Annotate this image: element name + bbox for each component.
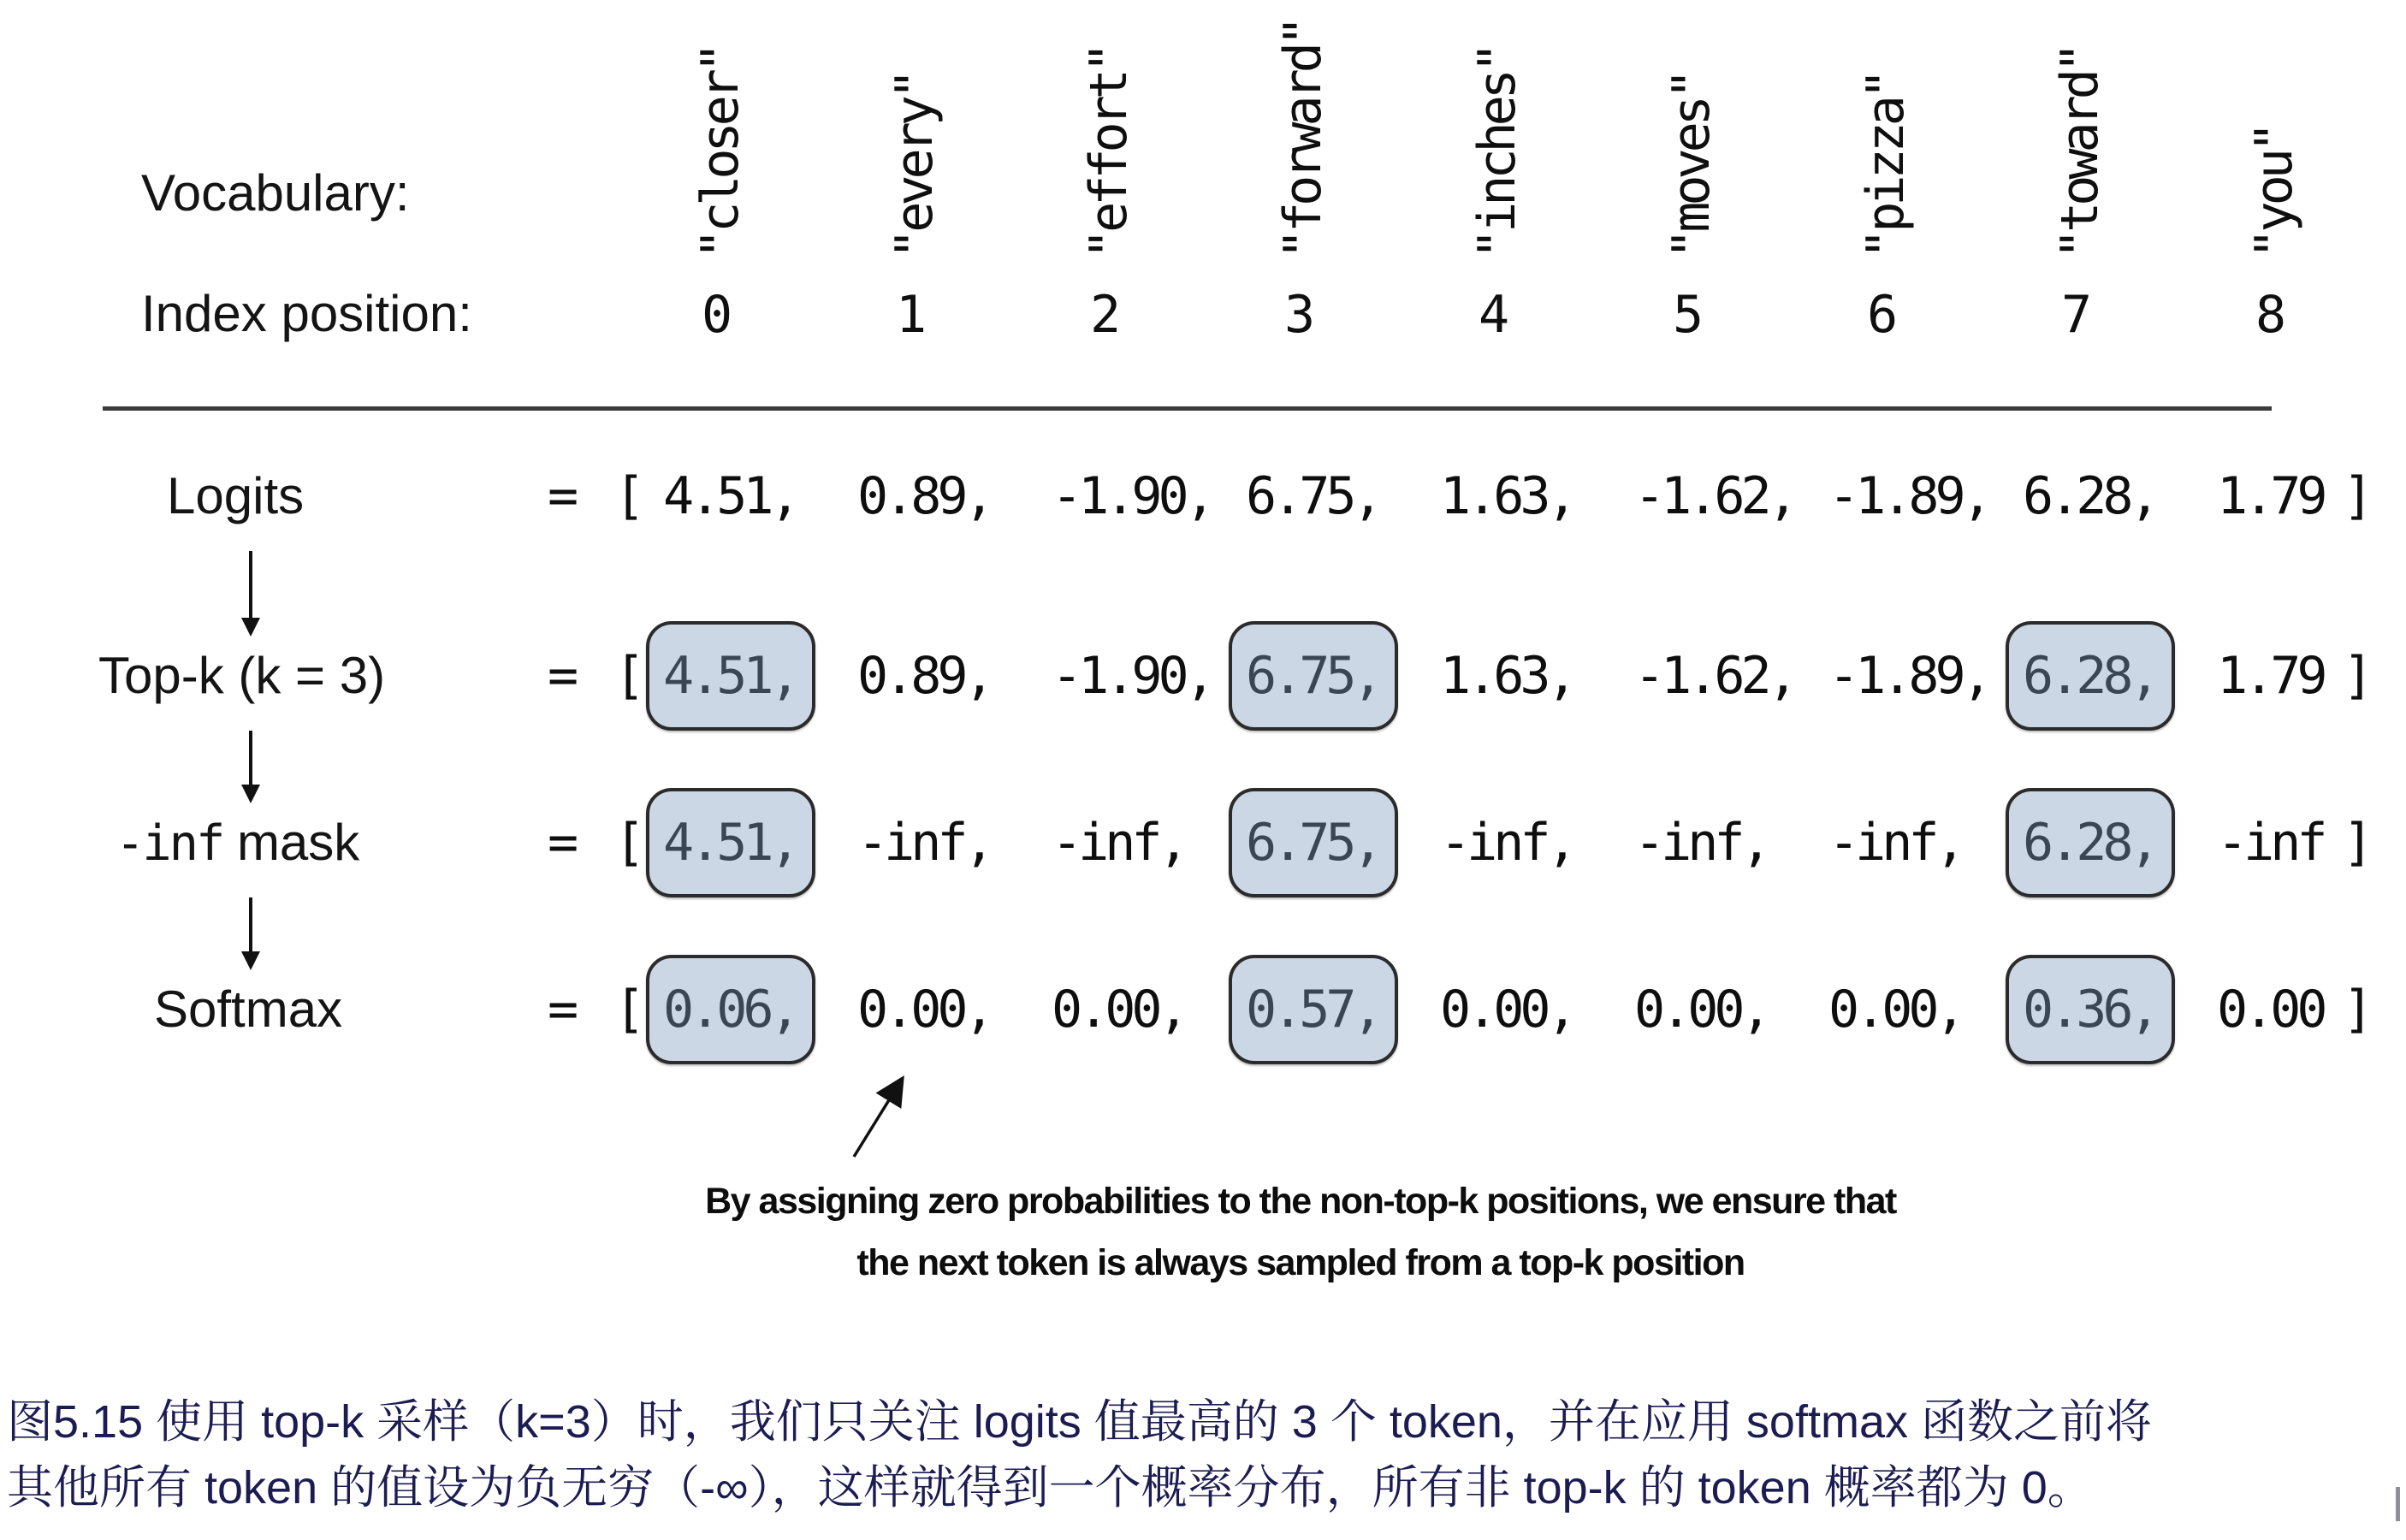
down-arrow (241, 731, 260, 803)
caption-line-1: 图5.15 使用 top-k 采样（k=3）时，我们只关注 logits 值最高的 3 个 token，并在应用 softmax 函数之前将 (7, 1396, 2152, 1448)
vocab-word-effort: "effort" (1079, 46, 1139, 259)
vocab-word-closer: "closer" (690, 46, 750, 259)
cell-value: 0.00, (1440, 980, 1573, 1040)
index-digit-7: 7 (2061, 285, 2093, 345)
cell-value: 6.28, (2023, 813, 2156, 873)
topk-highlight-box (1229, 788, 1398, 897)
index-digit-5: 5 (1673, 285, 1704, 345)
cell-value: 0.00 (2217, 980, 2324, 1040)
row-label-part: -inf (116, 815, 223, 872)
cell-value: -inf, (1634, 813, 1768, 873)
index-digit-3: 3 (1284, 285, 1316, 345)
cell-value: -1.90, (1052, 466, 1212, 526)
vocab-word-toward: "toward" (2050, 46, 2110, 259)
cell-value: 4.51, (663, 466, 797, 526)
topk-highlight-box (646, 621, 815, 731)
caption-line-2: 其他所有 token 的值设为负无穷（-∞），这样就得到一个概率分布，所有非 top-k 的 token 概率都为 0。 (7, 1462, 2094, 1513)
cell-value: 0.00, (857, 980, 991, 1040)
vocab-word-every: "every" (885, 73, 945, 259)
cell-value: 6.28, (2023, 466, 2156, 526)
close-bracket: ] (2343, 646, 2370, 706)
cell-value: 6.75, (1246, 466, 1379, 526)
cell-value: -1.62, (1634, 646, 1794, 706)
vocab-word-you: "you" (2244, 126, 2304, 259)
close-bracket: ] (2343, 980, 2370, 1040)
close-bracket: ] (2343, 466, 2370, 526)
annotation-text (599, 1170, 2002, 1294)
index-digit-6: 6 (1867, 285, 1899, 345)
down-arrow-head (241, 618, 260, 637)
down-arrow-shaft (249, 731, 252, 785)
figure-caption (7, 1389, 2403, 1521)
divider-line (103, 406, 2272, 411)
topk-highlight-box (2006, 788, 2175, 897)
index-digit-1: 1 (896, 285, 927, 345)
close-bracket: ] (2343, 813, 2370, 873)
cell-value: 4.51, (663, 646, 797, 706)
cell-value: -inf, (1828, 813, 1962, 873)
vocab-word-moves: "moves" (1662, 73, 1722, 259)
cell-value: -inf (2217, 813, 2324, 873)
row-label-part: Top-k (k = 3) (98, 647, 386, 704)
cell-value: 0.00, (1828, 980, 1962, 1040)
text-cursor (2396, 1487, 2400, 1521)
index-digit-2: 2 (1090, 285, 1122, 345)
index-position-label: Index position: (141, 285, 472, 342)
cell-value: -1.90, (1052, 646, 1212, 706)
down-arrow-head (241, 785, 260, 803)
cell-value: 0.06, (663, 980, 797, 1040)
row-label-part: Logits (167, 467, 305, 524)
down-arrow-head (241, 951, 260, 970)
annotation-line-2: the next token is always sampled from a top-k position (856, 1242, 1745, 1283)
equals-sign: = (548, 466, 575, 526)
topk-highlight-box (646, 955, 815, 1064)
row-label-logits (167, 465, 304, 527)
vocab-word-inches: "inches" (1467, 46, 1527, 259)
cell-value: -inf, (1440, 813, 1573, 873)
down-arrow-shaft (249, 551, 252, 618)
vocab-word-forward: "forward" (1273, 19, 1333, 259)
vocab-word-pizza: "pizza" (1856, 73, 1916, 259)
row-label-neg-inf-mask (116, 812, 359, 874)
equals-sign: = (548, 980, 575, 1040)
cell-value: 0.89, (857, 466, 991, 526)
annotation-line-1: By assigning zero probabilities to the non-top-k positions, we ensure that (705, 1181, 1896, 1222)
open-bracket: [ (614, 813, 642, 873)
row-label-softmax (154, 979, 342, 1040)
down-arrow-shaft (249, 897, 252, 951)
equals-sign: = (548, 813, 575, 873)
cell-value: 1.63, (1440, 466, 1573, 526)
cell-value: 4.51, (663, 813, 797, 873)
cell-value: -1.89, (1828, 466, 1988, 526)
annotation-pointer-arrow (813, 1061, 958, 1172)
down-arrow (241, 897, 260, 970)
topk-highlight-box (646, 788, 815, 897)
cell-value: 6.28, (2023, 646, 2156, 706)
cell-value: 1.79 (2217, 646, 2324, 706)
index-digit-0: 0 (702, 285, 733, 345)
row-label-top-k (98, 645, 385, 707)
topk-highlight-box (2006, 621, 2175, 731)
cell-value: 0.00, (1052, 980, 1185, 1040)
row-label-part: mask (222, 814, 360, 871)
open-bracket: [ (614, 646, 642, 706)
cell-value: 0.00, (1634, 980, 1768, 1040)
cell-value: -1.89, (1828, 646, 1988, 706)
cell-value: -inf, (857, 813, 991, 873)
cell-value: 0.57, (1246, 980, 1379, 1040)
cell-value: 0.36, (2023, 980, 2156, 1040)
index-digit-4: 4 (1479, 285, 1510, 345)
equals-sign: = (548, 646, 575, 706)
cell-value: 6.75, (1246, 813, 1379, 873)
cell-value: -inf, (1052, 813, 1185, 873)
cell-value: 1.79 (2217, 466, 2324, 526)
topk-highlight-box (2006, 955, 2175, 1064)
vocabulary-label: Vocabulary: (141, 164, 410, 222)
cell-value: -1.62, (1634, 466, 1794, 526)
cell-value: 6.75, (1246, 646, 1379, 706)
open-bracket: [ (614, 980, 642, 1040)
row-label-part: Softmax (154, 980, 343, 1038)
index-digit-8: 8 (2255, 285, 2287, 345)
open-bracket: [ (614, 466, 642, 526)
down-arrow (241, 551, 260, 637)
cell-value: 0.89, (857, 646, 991, 706)
cell-value: 1.63, (1440, 646, 1573, 706)
topk-highlight-box (1229, 955, 1398, 1064)
topk-highlight-box (1229, 621, 1398, 731)
